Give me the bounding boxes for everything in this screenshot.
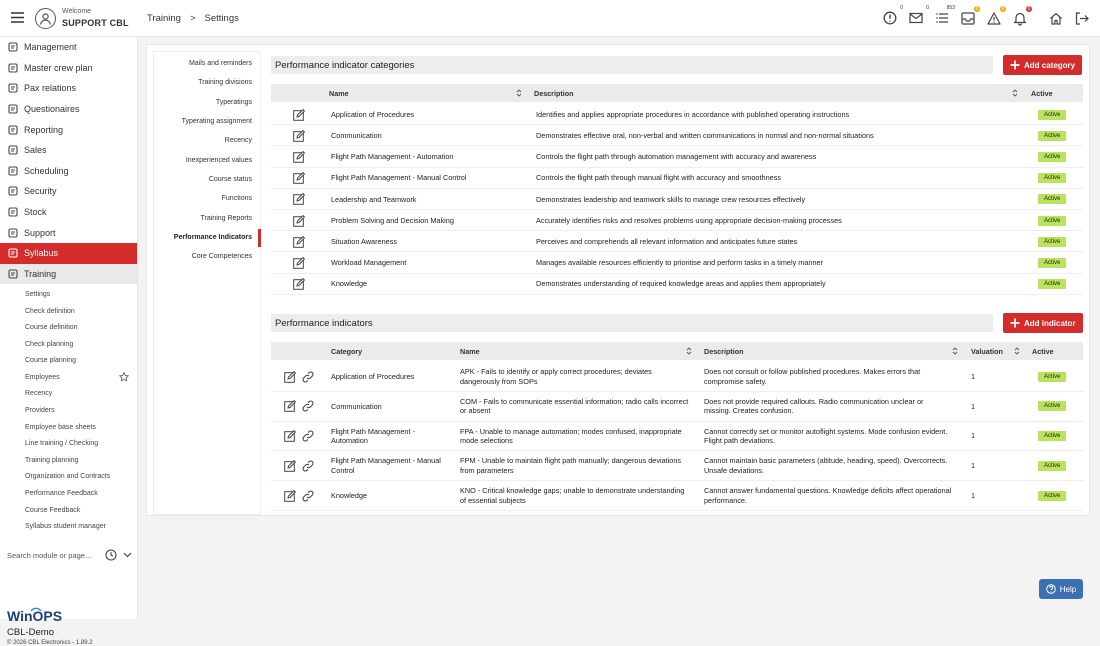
edit-icon[interactable] xyxy=(293,104,305,125)
indicators-table xyxy=(271,342,1083,512)
status-badge: Active xyxy=(1038,258,1066,268)
sidebar-item-label: Sales xyxy=(24,145,47,156)
status-cell xyxy=(1038,146,1066,167)
sidebar-subitem-settings[interactable]: Settings xyxy=(25,290,51,298)
user-avatar-icon[interactable] xyxy=(35,8,56,29)
shield-icon xyxy=(8,186,18,196)
edit-icon[interactable] xyxy=(293,146,305,167)
sidebar-item-reporting[interactable] xyxy=(0,119,137,140)
sort-icon[interactable] xyxy=(1014,347,1020,355)
sidebar-item-label: Pax relations xyxy=(24,83,77,94)
sidebar xyxy=(0,37,138,646)
table-row[interactable] xyxy=(271,210,1083,231)
chevron-down-icon[interactable] xyxy=(123,552,132,558)
indicator-name: COM - Fails to communicate essential information; radio calls incorrect or absent xyxy=(460,396,689,416)
column-header[interactable]: Active xyxy=(1031,88,1053,98)
category-description: Demonstrates effective oral, non-verbal and written communications in normal and non-normal situations xyxy=(536,130,874,140)
column-header[interactable]: Name xyxy=(460,346,480,356)
hamburger-menu-icon[interactable] xyxy=(11,12,24,23)
status-cell xyxy=(1038,422,1066,451)
alerts-badge: 0 xyxy=(900,5,903,11)
sidebar-item-scheduling[interactable] xyxy=(0,161,137,182)
star-icon[interactable] xyxy=(119,372,129,382)
sidebar-subitem-course-feedback[interactable]: Course Feedback xyxy=(25,506,81,514)
edit-icon[interactable] xyxy=(293,210,305,231)
doc-icon xyxy=(8,104,18,114)
svg-text:WinOPS: WinOPS xyxy=(7,608,63,624)
sidebar-subitem-course-definition[interactable]: Course definition xyxy=(25,324,78,332)
settings-nav-inexperienced-values[interactable]: Inexperienced values xyxy=(185,156,252,164)
warning-icon[interactable] xyxy=(986,6,1005,26)
table-row[interactable] xyxy=(271,168,1083,189)
sidebar-item-label: Support xyxy=(24,227,56,238)
sidebar-item-sales[interactable] xyxy=(0,140,137,161)
sidebar-item-pax-relations[interactable] xyxy=(0,78,137,99)
book-icon xyxy=(8,248,18,258)
sidebar-item-label: Questionaires xyxy=(24,104,80,115)
training-icon xyxy=(8,269,18,279)
status-cell xyxy=(1038,210,1066,231)
list-icon[interactable] xyxy=(934,5,955,26)
settings-nav-mails-and-reminders[interactable]: Mails and reminders xyxy=(188,60,252,68)
status-cell xyxy=(1038,168,1066,189)
category-description: Demonstrates leadership and teamwork skills to manage crew resources effectively xyxy=(536,194,806,204)
add-indicator-label: Add indicator xyxy=(1024,318,1076,328)
table-row[interactable] xyxy=(271,252,1083,273)
sidebar-subitem-performance-feedback[interactable]: Performance Feedback xyxy=(25,490,98,498)
categories-title-bar xyxy=(271,56,993,74)
sidebar-item-label: Stock xyxy=(24,207,47,218)
edit-icon[interactable] xyxy=(284,481,296,510)
indicator-category: Knowledge xyxy=(331,490,368,500)
plus-icon xyxy=(1010,318,1020,328)
add-category-button[interactable] xyxy=(1003,55,1082,75)
edit-icon[interactable] xyxy=(293,252,305,273)
edit-icon[interactable] xyxy=(293,231,305,252)
status-badge: Active xyxy=(1038,173,1066,183)
sidebar-item-security[interactable] xyxy=(0,181,137,202)
sidebar-subitem-syllabus-student-manager[interactable]: Syllabus student manager xyxy=(25,523,106,531)
indicator-description: Does not consult or follow published procedures. Makes errors that compromise safety. xyxy=(704,367,921,386)
sidebar-item-management[interactable] xyxy=(0,37,137,58)
mail-icon[interactable] xyxy=(908,5,929,26)
indicator-category: Communication xyxy=(331,401,382,411)
indicator-description: Cannot answer fundamental questions. Knowledge deficits affect operational performance. xyxy=(704,486,952,505)
search-module-input[interactable] xyxy=(7,549,132,561)
status-cell xyxy=(1038,231,1066,252)
status-badge: Active xyxy=(1038,237,1066,247)
indicator-description: Does not provide required callouts. Radio communication unclear or missing. Creates confusion. xyxy=(704,396,924,416)
sidebar-subitem-providers[interactable]: Providers xyxy=(25,407,55,415)
indicator-category: Flight Path Management - Manual Control xyxy=(331,456,441,475)
settings-nav-core-competences[interactable]: Core Competences xyxy=(191,253,252,261)
status-cell xyxy=(1038,451,1066,480)
briefcase-icon xyxy=(8,42,18,52)
category-name: Problem Solving and Decision Making xyxy=(331,215,454,225)
top-icons xyxy=(882,5,1090,26)
indicator-valuation: 1 xyxy=(971,401,976,411)
sidebar-subitem-check-planning[interactable]: Check planning xyxy=(25,340,74,348)
status-cell xyxy=(1038,252,1066,273)
status-cell xyxy=(1038,189,1066,210)
column-header[interactable]: Valuation xyxy=(971,346,1003,356)
category-name: Knowledge xyxy=(331,279,368,289)
link-icon[interactable] xyxy=(302,392,314,421)
status-badge: Active xyxy=(1038,131,1066,141)
doc-icon xyxy=(8,125,18,135)
settings-nav xyxy=(153,51,261,515)
category-description: Accurately identifies risks and resolves problems using appropriate decision-making processes xyxy=(536,215,842,225)
status-badge: Active xyxy=(1038,491,1066,501)
edit-icon[interactable] xyxy=(293,274,305,295)
top-bar xyxy=(0,0,1100,37)
settings-nav-typeratings[interactable]: Typeratings xyxy=(215,98,252,106)
sort-icon[interactable] xyxy=(686,347,692,355)
sidebar-subitem-recency[interactable]: Recency xyxy=(25,390,53,398)
indicator-valuation: 1 xyxy=(971,461,976,471)
indicators-header-row xyxy=(271,342,1083,360)
edit-icon[interactable] xyxy=(284,451,296,480)
edit-icon[interactable] xyxy=(284,392,296,421)
breadcrumb xyxy=(147,13,239,24)
indicators-title: Performance indicators xyxy=(275,317,373,329)
categories-header-row xyxy=(271,84,1083,102)
status-cell xyxy=(1038,125,1066,146)
table-row[interactable] xyxy=(271,104,1083,125)
category-name: Workload Management xyxy=(331,258,407,268)
column-header[interactable]: Active xyxy=(1032,346,1054,356)
sidebar-item-questionaires[interactable] xyxy=(0,99,137,120)
column-header[interactable]: Name xyxy=(329,88,349,98)
table-row[interactable] xyxy=(271,146,1083,167)
history-icon[interactable] xyxy=(105,549,117,561)
breadcrumb-training[interactable]: Training xyxy=(147,13,181,24)
sidebar-item-label: Reporting xyxy=(24,124,64,135)
sidebar-item-label: Security xyxy=(24,186,57,197)
inbox-badge: 0 xyxy=(975,6,979,12)
edit-icon[interactable] xyxy=(293,125,305,146)
sidebar-item-label: Training xyxy=(24,268,57,279)
settings-nav-training-divisions[interactable]: Training divisions xyxy=(198,79,252,87)
sidebar-item-label: Scheduling xyxy=(24,165,69,176)
main-content xyxy=(146,44,1090,516)
copyright: © 2026 CBL Electronics - 1.89.2 xyxy=(7,640,93,646)
category-description: Perceives and comprehends all relevant information and anticipates future states xyxy=(536,236,798,246)
list-badge: 853 xyxy=(946,5,955,11)
sidebar-item-label: Master crew plan xyxy=(24,62,93,73)
logout-icon[interactable] xyxy=(1074,10,1090,26)
category-name: Leadership and Teamwork xyxy=(331,194,417,204)
winops-logo xyxy=(7,608,63,624)
plus-icon xyxy=(1010,60,1020,70)
sort-icon[interactable] xyxy=(1012,89,1018,97)
calendar-icon xyxy=(8,166,18,176)
settings-nav-recency[interactable]: Recency xyxy=(224,137,252,145)
table-row[interactable] xyxy=(271,422,1083,452)
warning-badge: 0 xyxy=(1001,6,1005,12)
edit-icon[interactable] xyxy=(293,189,305,210)
status-cell xyxy=(1038,274,1066,295)
mail-badge: 0 xyxy=(926,5,929,11)
sidebar-subitem-employee-base-sheets[interactable]: Employee base sheets xyxy=(25,423,96,431)
sidebar-item-syllabus[interactable] xyxy=(0,243,137,264)
sidebar-item-training[interactable] xyxy=(0,264,137,285)
sidebar-subitem-training-planning[interactable]: Training planning xyxy=(25,456,79,464)
indicator-description: Cannot correctly set or monitor autoflight systems. Mode confusion evident. Flight path deviations. xyxy=(704,426,948,446)
column-header[interactable]: Description xyxy=(534,88,574,98)
sidebar-item-support[interactable] xyxy=(0,222,137,243)
link-icon[interactable] xyxy=(302,362,314,391)
people-icon xyxy=(8,63,18,73)
status-cell xyxy=(1038,392,1066,421)
status-badge: Active xyxy=(1038,401,1066,411)
bell-icon[interactable] xyxy=(1012,6,1031,26)
question-icon xyxy=(1046,584,1056,594)
category-name: Application of Procedures xyxy=(331,109,415,119)
sidebar-subitem-organization-and-contracts[interactable]: Organization and Contracts xyxy=(25,473,111,481)
person-card-icon xyxy=(8,83,18,93)
sidebar-subitem-line-training-checking[interactable]: Line training / Checking xyxy=(25,440,99,448)
indicator-name: FPA - Unable to manage automation; modes confused, inappropriate mode selections xyxy=(460,426,682,446)
table-row[interactable] xyxy=(271,362,1083,392)
link-icon[interactable] xyxy=(302,481,314,510)
settings-nav-performance-indicators[interactable]: Performance Indicators xyxy=(154,228,260,247)
table-row[interactable] xyxy=(271,189,1083,210)
welcome-text: Welcome xyxy=(62,8,92,15)
sidebar-subitem-check-definition[interactable]: Check definition xyxy=(25,307,75,315)
indicator-valuation: 1 xyxy=(971,431,976,441)
link-icon[interactable] xyxy=(302,451,314,480)
help-button[interactable] xyxy=(1039,579,1083,599)
category-name: Flight Path Management - Automation xyxy=(331,152,454,162)
category-name: Flight Path Management - Manual Control xyxy=(331,173,467,183)
table-row[interactable] xyxy=(271,231,1083,252)
sidebar-subitem-course-planning[interactable]: Course planning xyxy=(25,357,76,365)
sidebar-item-label: Syllabus xyxy=(24,248,59,259)
sort-icon[interactable] xyxy=(516,89,522,97)
indicators-title-bar xyxy=(271,314,993,332)
alert-icon[interactable] xyxy=(882,5,903,26)
status-badge: Active xyxy=(1038,461,1066,471)
category-description: Controls the flight path through automation management with accuracy and awareness xyxy=(536,152,817,162)
indicator-category: Application of Procedures xyxy=(331,371,415,381)
table-row[interactable] xyxy=(271,392,1083,422)
status-badge: Active xyxy=(1038,216,1066,226)
sidebar-subitem-employees[interactable]: Employees xyxy=(0,369,137,386)
category-description: Manages available resources efficiently to prioritise and perform tasks in a timely manner xyxy=(536,258,824,268)
bell-badge: 0 xyxy=(1027,6,1031,12)
headset-icon xyxy=(8,228,18,238)
breadcrumb-separator: > xyxy=(189,13,196,24)
settings-nav-course-status[interactable]: Course status xyxy=(208,175,252,183)
status-badge: Active xyxy=(1038,431,1066,441)
edit-icon[interactable] xyxy=(284,422,296,451)
status-cell xyxy=(1038,104,1066,125)
indicator-description: Cannot maintain basic parameters (altitude, heading, speed). Overcorrects. Unsafe deviations. xyxy=(704,456,948,475)
search-module-placeholder: Search module or page... xyxy=(7,550,92,560)
category-name: Situation Awareness xyxy=(331,236,397,246)
category-description: Identifies and applies appropriate procedures in accordance with published operating instructions xyxy=(536,109,850,119)
settings-nav-typerating-assignment[interactable]: Typerating assignment xyxy=(181,118,252,126)
org-name: CBL-Demo xyxy=(7,627,54,638)
indicator-valuation: 1 xyxy=(971,371,976,381)
add-indicator-button[interactable] xyxy=(1003,313,1083,333)
category-description: Demonstrates understanding of required knowledge areas and applies them appropriately xyxy=(536,279,826,289)
status-badge: Active xyxy=(1038,152,1066,162)
status-badge: Active xyxy=(1038,372,1066,382)
status-badge: Active xyxy=(1038,194,1066,204)
help-label: Help xyxy=(1059,584,1077,594)
edit-icon[interactable] xyxy=(284,362,296,391)
sort-icon[interactable] xyxy=(952,347,958,355)
box-icon xyxy=(8,207,18,217)
status-badge: Active xyxy=(1038,110,1066,120)
table-row[interactable] xyxy=(271,274,1083,295)
status-cell xyxy=(1038,362,1066,391)
table-row[interactable] xyxy=(271,451,1083,481)
categories-title: Performance indicator categories xyxy=(275,59,415,71)
indicator-valuation: 1 xyxy=(971,490,976,500)
settings-nav-functions[interactable]: Functions xyxy=(221,195,252,203)
username: SUPPORT CBL xyxy=(62,18,129,28)
categories-table xyxy=(271,84,1083,296)
table-row[interactable] xyxy=(271,481,1083,511)
link-icon[interactable] xyxy=(302,422,314,451)
home-icon[interactable] xyxy=(1048,10,1064,26)
inbox-icon[interactable] xyxy=(960,6,979,26)
category-description: Controls the flight path through manual flight with accuracy and smoothness xyxy=(536,173,781,183)
add-category-label: Add category xyxy=(1024,60,1076,70)
column-header[interactable]: Description xyxy=(704,346,744,356)
sidebar-item-label: Management xyxy=(24,42,77,53)
sidebar-item-stock[interactable] xyxy=(0,202,137,223)
breadcrumb-settings: Settings xyxy=(204,13,239,24)
table-row[interactable] xyxy=(271,125,1083,146)
category-name: Communication xyxy=(331,130,382,140)
indicator-name: APK - Fails to identify or apply correct procedures; deviates dangerously from SOPs xyxy=(460,367,652,386)
settings-nav-training-reports[interactable]: Training Reports xyxy=(200,214,252,222)
clipboard-icon xyxy=(8,145,18,155)
status-cell xyxy=(1038,481,1066,510)
indicator-name: KNO - Critical knowledge gaps; unable to demonstrate understanding of essential subjects xyxy=(460,486,685,505)
indicator-category: Flight Path Management - Automation xyxy=(331,426,415,446)
column-header[interactable]: Category xyxy=(331,346,363,356)
edit-icon[interactable] xyxy=(293,168,305,189)
indicator-name: FPM - Unable to maintain flight path manually; dangerous deviations from parameters xyxy=(460,456,682,475)
status-badge: Active xyxy=(1038,279,1066,289)
sidebar-item-master-crew-plan[interactable] xyxy=(0,58,137,79)
